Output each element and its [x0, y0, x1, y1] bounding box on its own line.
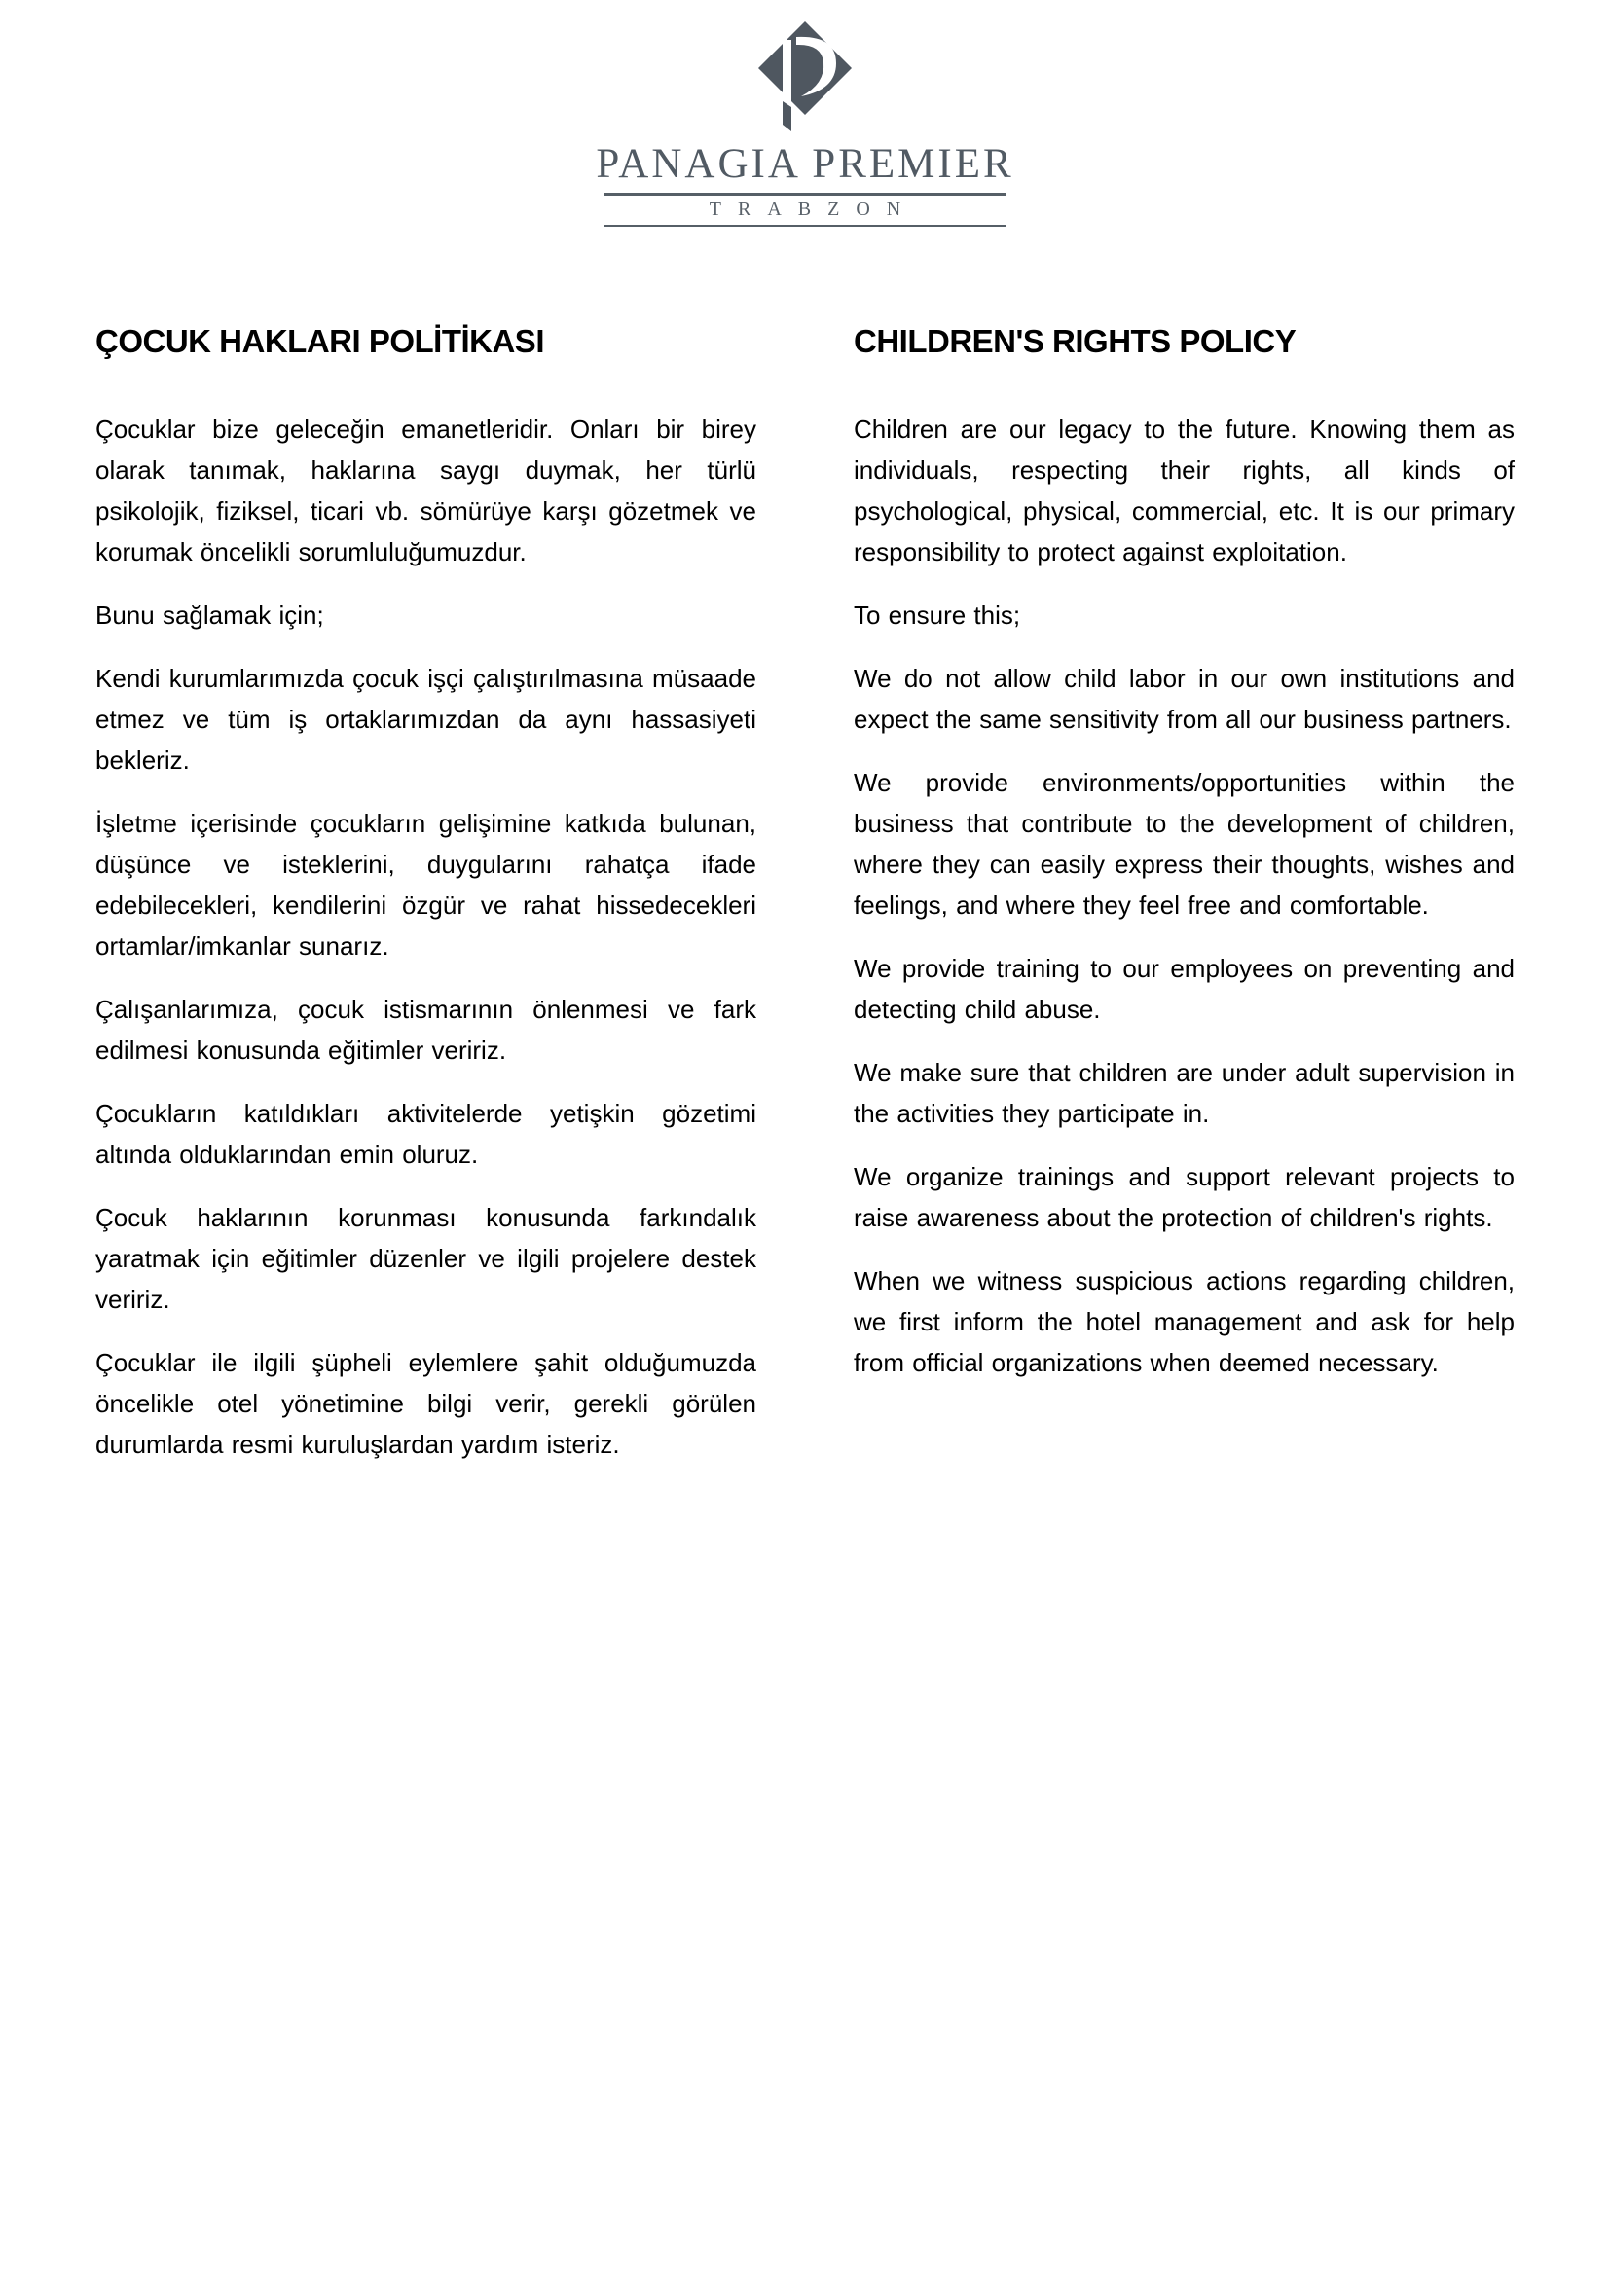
- policy-paragraph: Children are our legacy to the future. Knowing them as individuals, respecting their rights, all kinds of psychological, physical, commercial, etc. It is our primary responsibility to protect against exploitation.: [854, 415, 1515, 566]
- policy-paragraph: We organize trainings and support relevant projects to raise awareness about the protection of children's rights.: [854, 1162, 1515, 1232]
- brand-rule-bottom: [604, 225, 1006, 227]
- policy-paragraph: We do not allow child labor in our own institutions and expect the same sensitivity from all our business partners.: [854, 664, 1515, 734]
- policy-paragraph: Çalışanlarımıza, çocuk istismarının önlenmesi ve fark edilmesi konusunda eğitimler veririz.: [95, 995, 756, 1065]
- policy-paragraph: We provide environments/opportunities within the business that contribute to the development of children, where they can easily express their thoughts, wishes and feelings, and where they feel free and comfortable.: [854, 768, 1515, 920]
- policy-column-turkish: [95, 323, 756, 1487]
- policy-paragraph: Kendi kurumlarımızda çocuk işçi çalıştırılmasına müsaade etmez ve tüm iş ortaklarımızdan da aynı hassasiyeti bekleriz.: [95, 664, 756, 775]
- policy-paragraph: Çocukların katıldıkları aktivitelerde yetişkin gözetimi altında olduklarından emin oluruz.: [95, 1099, 756, 1169]
- brand-rule-top: [604, 193, 1006, 196]
- logo-letter-p-stem: [783, 40, 791, 107]
- brand-header: [576, 19, 1034, 227]
- turkish-policy-heading: ÇOCUK HAKLARI POLİTİKASI: [95, 323, 544, 359]
- policy-paragraph: When we witness suspicious actions regarding children, we first inform the hotel management and ask for help from official organizations when deemed necessary.: [854, 1266, 1515, 1377]
- policy-document-page: [0, 19, 1610, 2296]
- policy-paragraph: We make sure that children are under adult supervision in the activities they participate in.: [854, 1058, 1515, 1128]
- policy-paragraph: To ensure this;: [854, 601, 1021, 630]
- turkish-policy-paragraphs: [95, 409, 756, 1465]
- brand-wordmark: PANAGIA PREMIER: [596, 141, 1014, 187]
- policy-paragraph: İşletme içerisinde çocukların gelişimine katkıda bulunan, düşünce ve isteklerini, duygularını rahatça ifade edebilecekleri, kendilerini özgür ve rahat hissedecekleri ortamlar/imkanlar sunarız.: [95, 809, 756, 961]
- brand-subtitle: TRABZON: [709, 199, 918, 220]
- brand-logo-icon: [713, 19, 897, 134]
- policy-body: [0, 323, 1610, 1487]
- policy-paragraph: Çocuklar bize geleceğin emanetleridir. Onları bir birey olarak tanımak, haklarına saygı duymak, her türlü psikolojik, fiziksel, ticari vb. sömürüye karşı gözetmek ve korumak öncelikli sorumluluğumuzdur.: [95, 415, 756, 566]
- policy-paragraph: Çocuklar ile ilgili şüpheli eylemlere şahit olduğumuzda öncelikle otel yönetimine bilgi verir, gerekli görülen durumlarda resmi kuruluşlardan yardım isteriz.: [95, 1348, 756, 1459]
- english-policy-heading: CHILDREN'S RIGHTS POLICY: [854, 323, 1297, 359]
- logo-diamond: [758, 21, 852, 115]
- policy-paragraph: We provide training to our employees on preventing and detecting child abuse.: [854, 954, 1515, 1024]
- english-policy-paragraphs: [854, 409, 1515, 1383]
- policy-paragraph: Çocuk haklarının korunması konusunda farkındalık yaratmak için eğitimler düzenler ve ilgili projelere destek veririz.: [95, 1203, 756, 1314]
- policy-paragraph: Bunu sağlamak için;: [95, 601, 324, 630]
- policy-column-english: [854, 323, 1515, 1487]
